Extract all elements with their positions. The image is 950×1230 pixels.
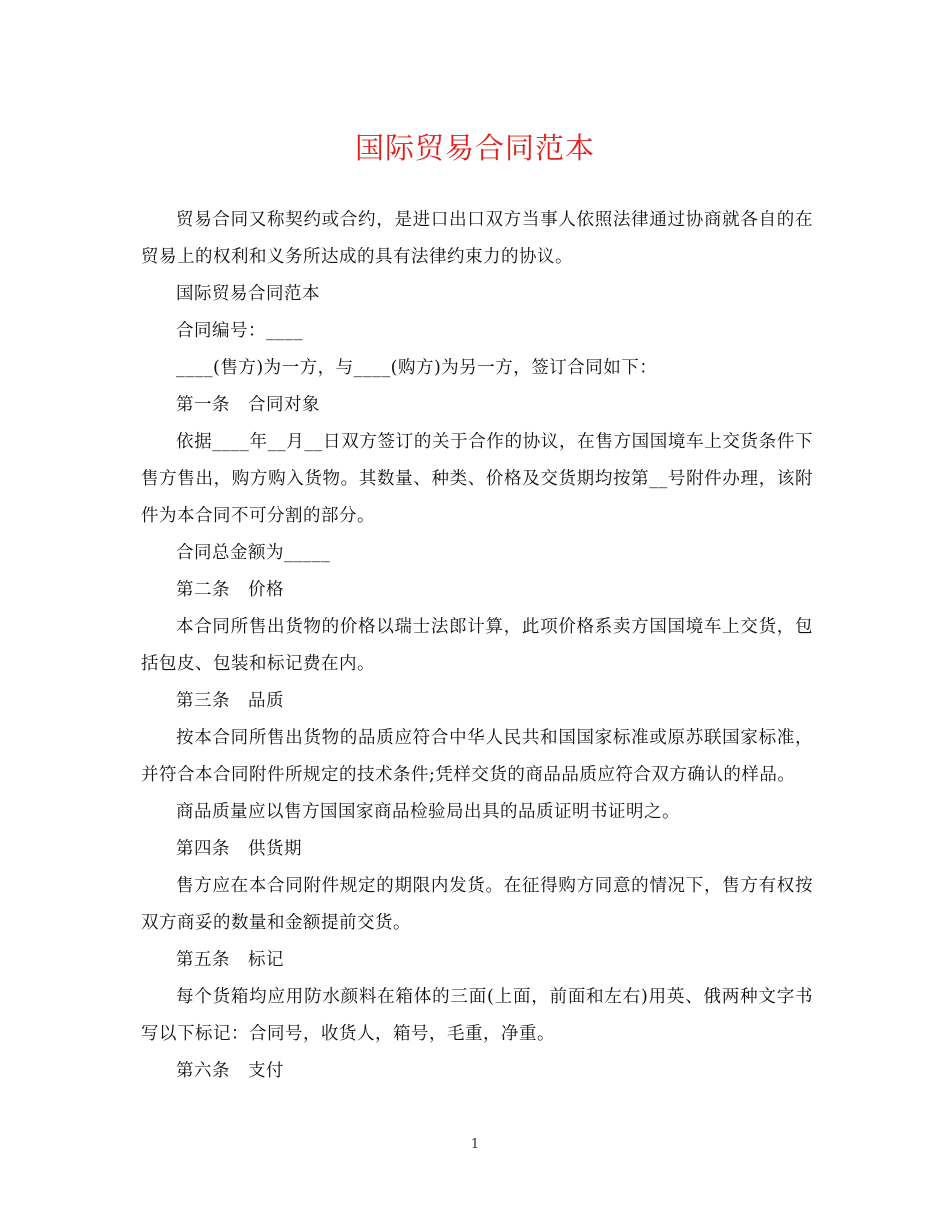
paragraph-parties: ____(售方)为一方，与____(购方)为另一方，签订合同如下： [176, 358, 658, 378]
article-5-text: 每个货箱均应用防水颜料在箱体的三面(上面，前面和左右)用英、俄两种文字书写以下标记：合同号，收货人，箱号，毛重，净重。 [141, 987, 813, 1044]
article-1-heading: 第一条 合同对象 [176, 395, 320, 415]
article-3-heading: 第三条 品质 [176, 691, 284, 711]
page-number: 1 [470, 1137, 480, 1152]
article-5-heading: 第五条 标记 [176, 950, 284, 970]
article-2-text: 本合同所售出货物的价格以瑞士法郎计算，此项价格系卖方国国境车上交货，包括包皮、包装和标记费在内。 [141, 617, 813, 674]
article-6-heading: 第六条 支付 [176, 1061, 284, 1081]
article-1-text: 依据____年__月__日双方签订的关于合作的协议，在售方国国境车上交货条件下售方售出，购方购入货物。其数量、种类、价格及交货期均按第__号附件办理，该附件为本合同不可分割的部分。 [141, 432, 813, 526]
paragraph-intro: 贸易合同又称契约或合约，是进口出口双方当事人依照法律通过协商就各自的在贸易上的权利和义务所达成的具有法律约束力的协议。 [141, 210, 813, 267]
document-title: 国际贸易合同范本 [354, 131, 595, 165]
paragraph-total-amount: 合同总金额为_____ [176, 543, 331, 563]
article-4-heading: 第四条 供货期 [176, 839, 302, 859]
article-4-text: 售方应在本合同附件规定的期限内发货。在征得购方同意的情况下，售方有权按双方商妥的数量和金额提前交货。 [141, 876, 813, 933]
paragraph-subtitle: 国际贸易合同范本 [176, 284, 320, 304]
article-3-text-2: 商品质量应以售方国国家商品检验局出具的品质证明书证明之。 [176, 802, 680, 822]
paragraph-contract-number: 合同编号：____ [176, 321, 303, 341]
article-3-text: 按本合同所售出货物的品质应符合中华人民共和国国家标准或原苏联国家标准，并符合本合同附件所规定的技术条件;凭样交货的商品品质应符合双方确认的样品。 [141, 728, 813, 785]
article-2-heading: 第二条 价格 [176, 580, 284, 600]
document-body [141, 202, 813, 1090]
